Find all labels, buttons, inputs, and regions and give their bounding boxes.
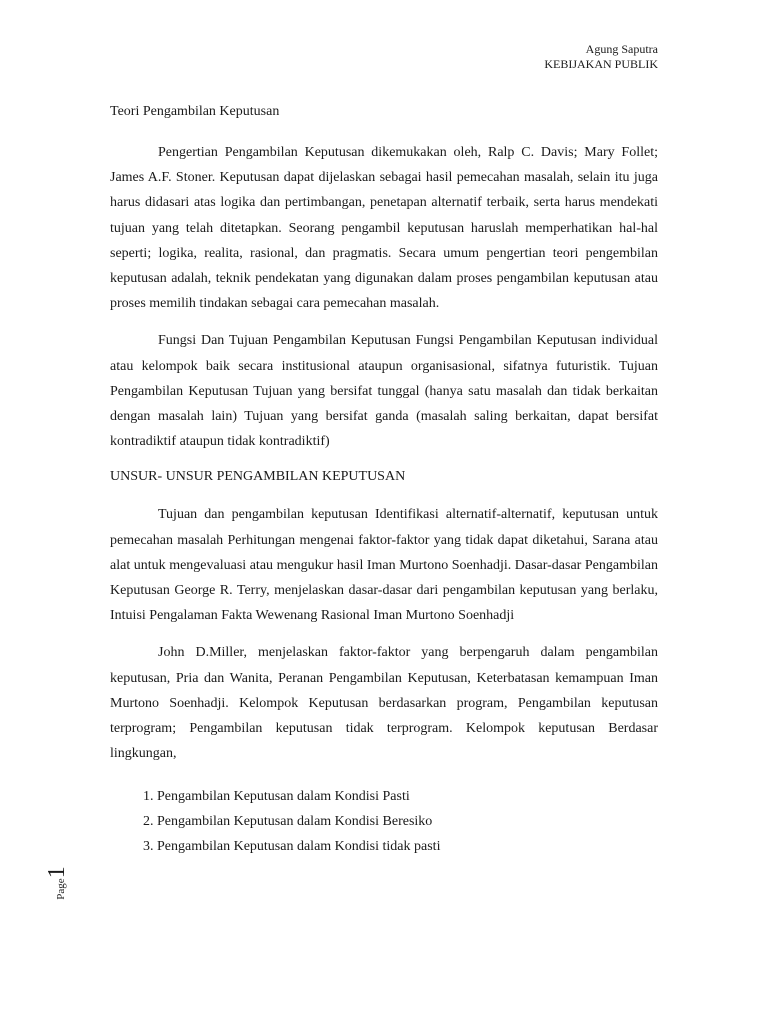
list-item: 2. Pengambilan Keputusan dalam Kondisi Beresiko bbox=[157, 809, 658, 834]
paragraph-fungsi-tujuan: Fungsi Dan Tujuan Pengambilan Keputusan Fungsi Pengambilan Keputusan individual atau kelompok baik secara institusional ataupun organisasional, sifatnya futuristik. Tujuan Pengambilan Keputusan Tujuan yang bersifat tunggal (hanya satu masalah dan tidak berkaitan dengan masalah lain) Tujuan yang bersifat ganda (masalah saling berkaitan, dapat bersifat kontradiktif ataupun tidak kontradiktif) bbox=[110, 333, 658, 450]
page-header bbox=[544, 42, 658, 72]
header-course: KEBIJAKAN PUBLIK bbox=[544, 57, 658, 71]
list-item: 1. Pengambilan Keputusan dalam Kondisi Pasti bbox=[157, 784, 658, 809]
header-author: Agung Saputra bbox=[585, 42, 658, 56]
section-heading-unsur: UNSUR- UNSUR PENGAMBILAN KEPUTUSAN bbox=[110, 469, 406, 485]
list-item: 3. Pengambilan Keputusan dalam Kondisi tidak pasti bbox=[157, 834, 658, 859]
paragraph-pengertian: Pengertian Pengambilan Keputusan dikemukakan oleh, Ralp C. Davis; Mary Follet; James A.F. Stoner. Keputusan dapat dijelaskan sebagai hasil pemecahan masalah, selain itu juga harus didasari atas logika dan pertimbangan, penetapan alternatif terbaik, serta harus mendekati tujuan yang telah ditetapkan. Seorang pengambil keputusan haruslah memperhatikan hal-hal seperti; logika, realita, rasional, dan pragmatis. Secara umum pengertian teori pengembilan keputusan adalah, teknik pendekatan yang digunakan dalam proses pengambilan keputusan atau proses memilih tindakan sebagai cara pemecahan masalah. bbox=[110, 145, 658, 312]
paragraph-faktor: John D.Miller, menjelaskan faktor-faktor yang berpengaruh dalam pengambilan keputusan, Pria dan Wanita, Peranan Pengambilan Keputusan, Keterbatasan kemampuan Iman Murtono Soenhadji. Kelompok Keputusan berdasarkan program, Pengambilan keputusan terprogram; Pengambilan keputusan tidak terprogram. Kelompok keputusan Berdasar lingkungan, bbox=[110, 645, 658, 762]
page-label: Page bbox=[55, 878, 67, 900]
page-number-value: 1 bbox=[44, 866, 70, 879]
document-title: Teori Pengambilan Keputusan bbox=[110, 104, 280, 119]
paragraph-unsur: Tujuan dan pengambilan keputusan Identifikasi alternatif-alternatif, keputusan untuk pemecahan masalah Perhitungan mengenai faktor-faktor yang tidak dapat diketahui, Sarana atau alat untuk mengevaluasi atau mengukur hasil Iman Murtono Soenhadji. Dasar-dasar Pengambilan Keputusan George R. Terry, menjelaskan dasar-dasar dari pengambilan keputusan yang berlaku, Intuisi Pengalaman Fakta Wewenang Rasional Iman Murtono Soenhadji bbox=[110, 507, 658, 624]
decision-conditions-list bbox=[110, 784, 658, 859]
page-number bbox=[44, 858, 70, 908]
document-body bbox=[110, 103, 658, 859]
